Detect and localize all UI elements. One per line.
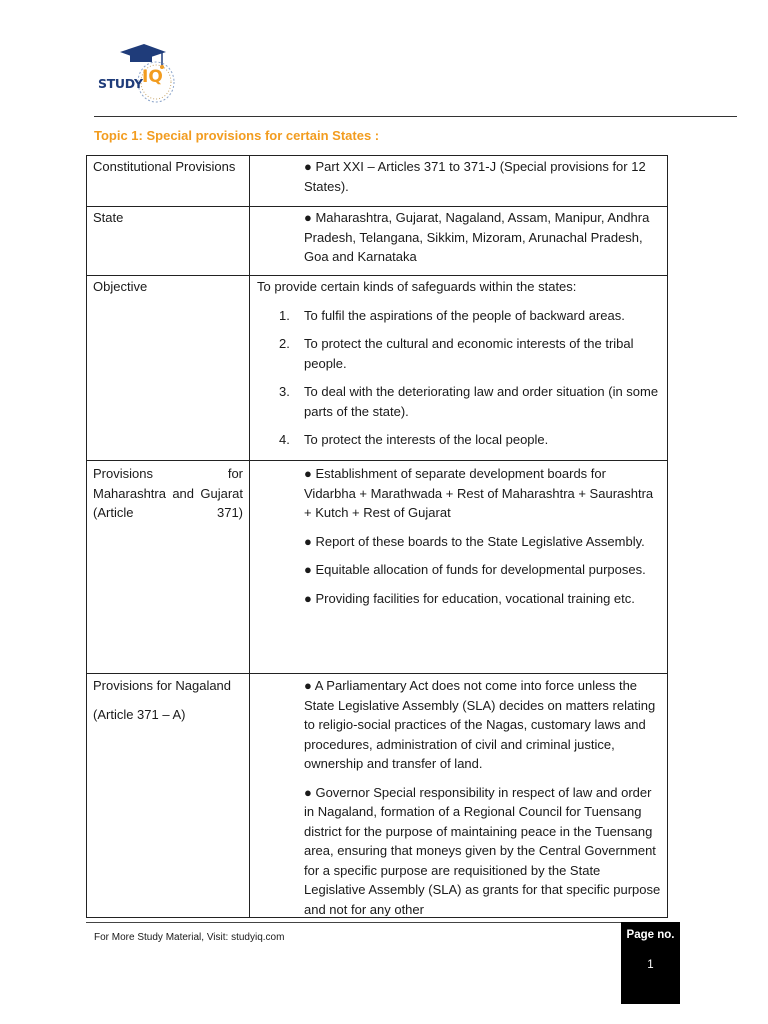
list-item: 3. To deal with the deteriorating law and order situation (in some parts of the state). [279,384,659,419]
bullet-point: ● Equitable allocation of funds for developmental purposes. [304,562,646,577]
footer-divider [86,922,621,923]
page-number: 1 [647,958,654,971]
row-label [87,674,250,918]
header-divider [94,116,737,117]
logo-iq-text: IQ [142,67,163,87]
row-content [250,674,668,918]
bullet-point: ● A Parliamentary Act does not come into force unless the State Legislative Assembly (SLA) decides on matters relating to religio-social practices of the Nagas, customary laws and procedures, administration of civil and criminal justice, ownership and transfer of land. [304,678,656,771]
row-label: Constitutional Provisions [87,156,250,207]
footer-text: For More Study Material, Visit: studyiq.com [94,932,285,943]
row-content [250,207,668,276]
table-row [87,156,668,207]
row-content [250,276,668,461]
row-label: Objective [87,276,250,461]
bullet-point: ● Part XXI – Articles 371 to 371-J (Special provisions for 12 States). [304,159,646,194]
row-label: State [87,207,250,276]
provisions-table [86,155,668,918]
list-item: 2. To protect the cultural and economic interests of the tribal people. [279,336,634,371]
row-label: Provisions for Maharashtra and Gujarat (Article 371) [87,461,250,674]
table-row [87,461,668,674]
page-number-box [621,922,680,1004]
row-label-line: (Article 371 – A) [93,706,186,722]
bullet-point: ● Establishment of separate development boards for Vidarbha + Marathwada + Rest of Maharashtra + Saurashtra + Kutch + Rest of Gujarat [304,466,654,520]
row-content [250,156,668,207]
bullet-point: ● Report of these boards to the State Legislative Assembly. [304,533,645,549]
bullet-point: ● Maharashtra, Gujarat, Nagaland, Assam, Manipur, Andhra Pradesh, Telangana, Sikkim, Mizoram, Arunachal Pradesh, Goa and Karnataka [304,210,650,264]
page-label: Page no. [626,929,675,941]
studyiq-logo [94,42,178,108]
logo-study-text: STUDY [98,76,143,91]
list-item: 1. To fulfil the aspirations of the people of backward areas. [279,307,625,323]
cell-content [304,676,661,916]
topic-heading: Topic 1: Special provisions for certain States : [94,128,380,143]
bullet-point: ● Providing facilities for education, vocational training etc. [304,590,635,606]
table-row [87,207,668,276]
objective-intro: To provide certain kinds of safeguards within the states: [257,279,577,294]
table-row [87,674,668,918]
list-item: 4. To protect the interests of the local people. [279,432,549,447]
table-row [87,276,668,461]
bullet-point: ● Governor Special responsibility in respect of law and order in Nagaland, formation of a Regional Council for Tuensang district for the purpose of maintaining peace in the Tuensang area, ensuring that moneys given by the Central Government for a specific purpose are requisitioned by the State Legislative Assembly (SLA) as grants for that specific purpose and not for any other [304,784,661,916]
row-content [250,461,668,674]
objective-list [257,306,661,450]
row-label-line: Provisions for Nagaland [93,678,232,693]
